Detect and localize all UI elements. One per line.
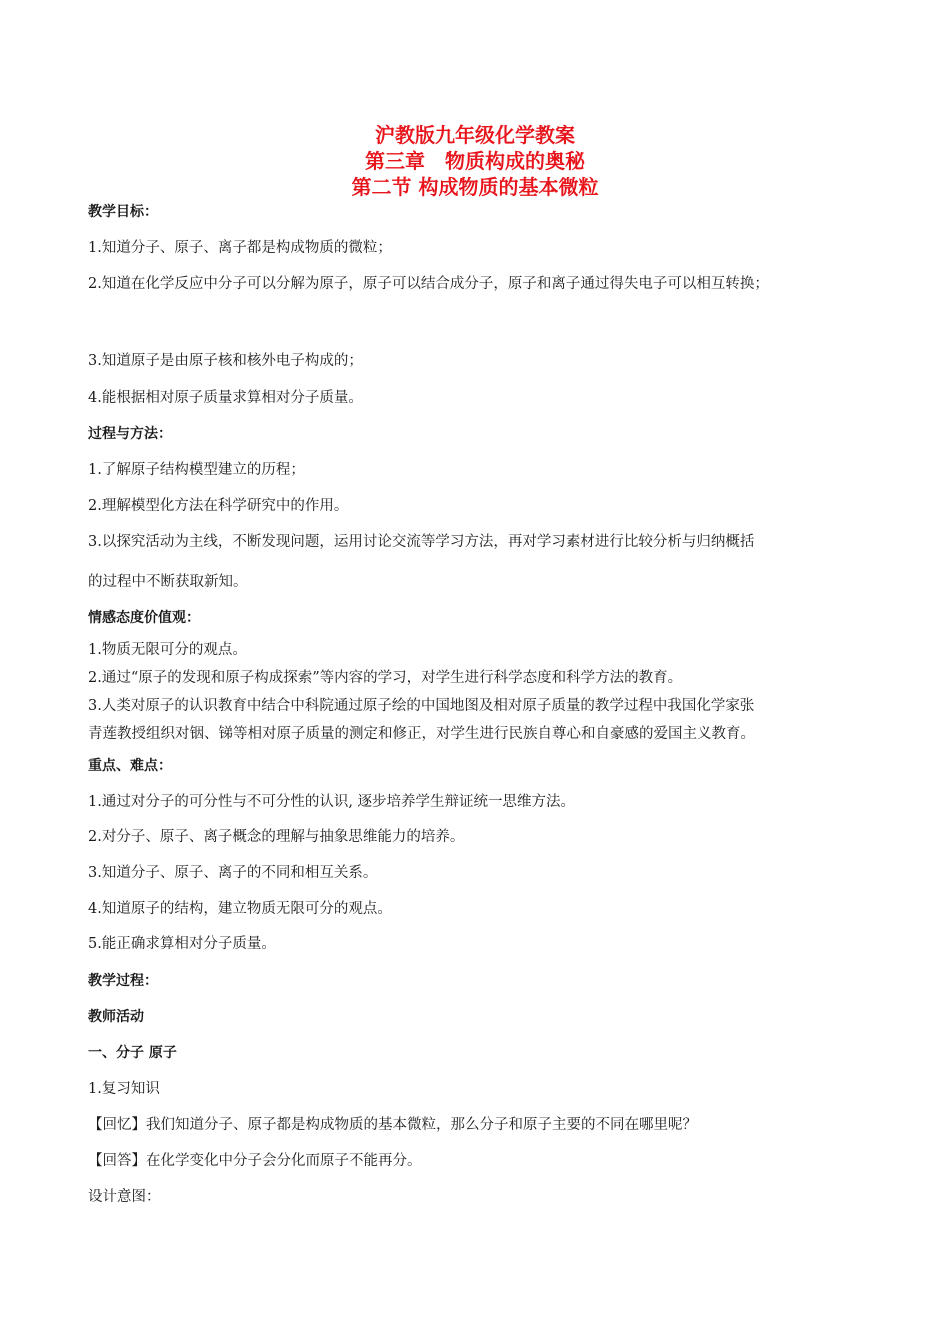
attitude-item: 3.人类对原子的认识教育中结合中科院通过原子绘的中国地图及相对原子质量的教学过程中我国化学家张 [88,698,755,714]
objective-item: 3.知道原子是由原子核和核外电子构成的； [88,353,363,369]
key-point-item: 3.知道分子、原子、离子的不同和相互关系。 [88,865,378,881]
objective-item: 2.知道在化学反应中分子可以分解为原子，原子可以结合成分子，原子和离子通过得失电子可以相互转换； [88,276,769,292]
section-heading-molecule-atom: 一、分子 原子 [88,1045,177,1061]
teacher-activity-label: 教师活动 [88,1009,144,1025]
key-points-heading: 重点、难点： [88,758,172,774]
design-intent-label: 设计意图： [88,1189,161,1205]
process-item-continued: 的过程中不断获取新知。 [88,574,248,590]
key-point-item: 5.能正确求算相对分子质量。 [88,936,276,952]
objective-item: 4.能根据相对原子质量求算相对分子质量。 [88,390,363,406]
attitudes-heading: 情感态度价值观： [88,610,200,626]
attitude-item: 2.通过“原子的发现和原子构成探索”等内容的学习，对学生进行科学态度和科学方法的教育。 [88,670,683,686]
title-block [0,122,950,200]
process-item: 3.以探究活动为主线，不断发现问题，运用讨论交流等学习方法，再对学习素材进行比较分析与归纳概括 [88,534,755,550]
process-item: 1.了解原子结构模型建立的历程； [88,462,305,478]
objectives-heading: 教学目标： [88,204,158,220]
process-methods-heading: 过程与方法： [88,426,172,442]
key-point-item: 4.知道原子的结构，建立物质无限可分的观点。 [88,901,392,917]
section-title: 第二节 构成物质的基本微粒 [351,175,599,199]
attitude-item-continued: 青莲教授组织对铟、锑等相对原子质量的测定和修正，对学生进行民族自尊心和自豪感的爱国主义教育。 [88,726,755,742]
objective-item: 1.知道分子、原子、离子都是构成物质的微粒； [88,240,392,256]
teaching-process-heading: 教学过程： [88,973,158,989]
key-point-item: 1.通过对分子的可分性与不可分性的认识, 逐步培养学生辩证统一思维方法。 [88,794,576,810]
review-label: 1.复习知识 [88,1081,160,1097]
key-point-item: 2.对分子、原子、离子概念的理解与抽象思维能力的培养。 [88,829,465,845]
doc-title: 沪教版九年级化学教案 [375,123,575,147]
recall-answer: 【回答】在化学变化中分子会分化而原子不能再分。 [88,1153,422,1169]
recall-question: 【回忆】我们知道分子、原子都是构成物质的基本微粒，那么分子和原子主要的不同在哪里呢？ [88,1117,697,1133]
process-item: 2.理解模型化方法在科学研究中的作用。 [88,498,349,514]
attitude-item: 1.物质无限可分的观点。 [88,642,247,658]
chapter-title: 第三章 物质构成的奥秘 [365,149,585,173]
